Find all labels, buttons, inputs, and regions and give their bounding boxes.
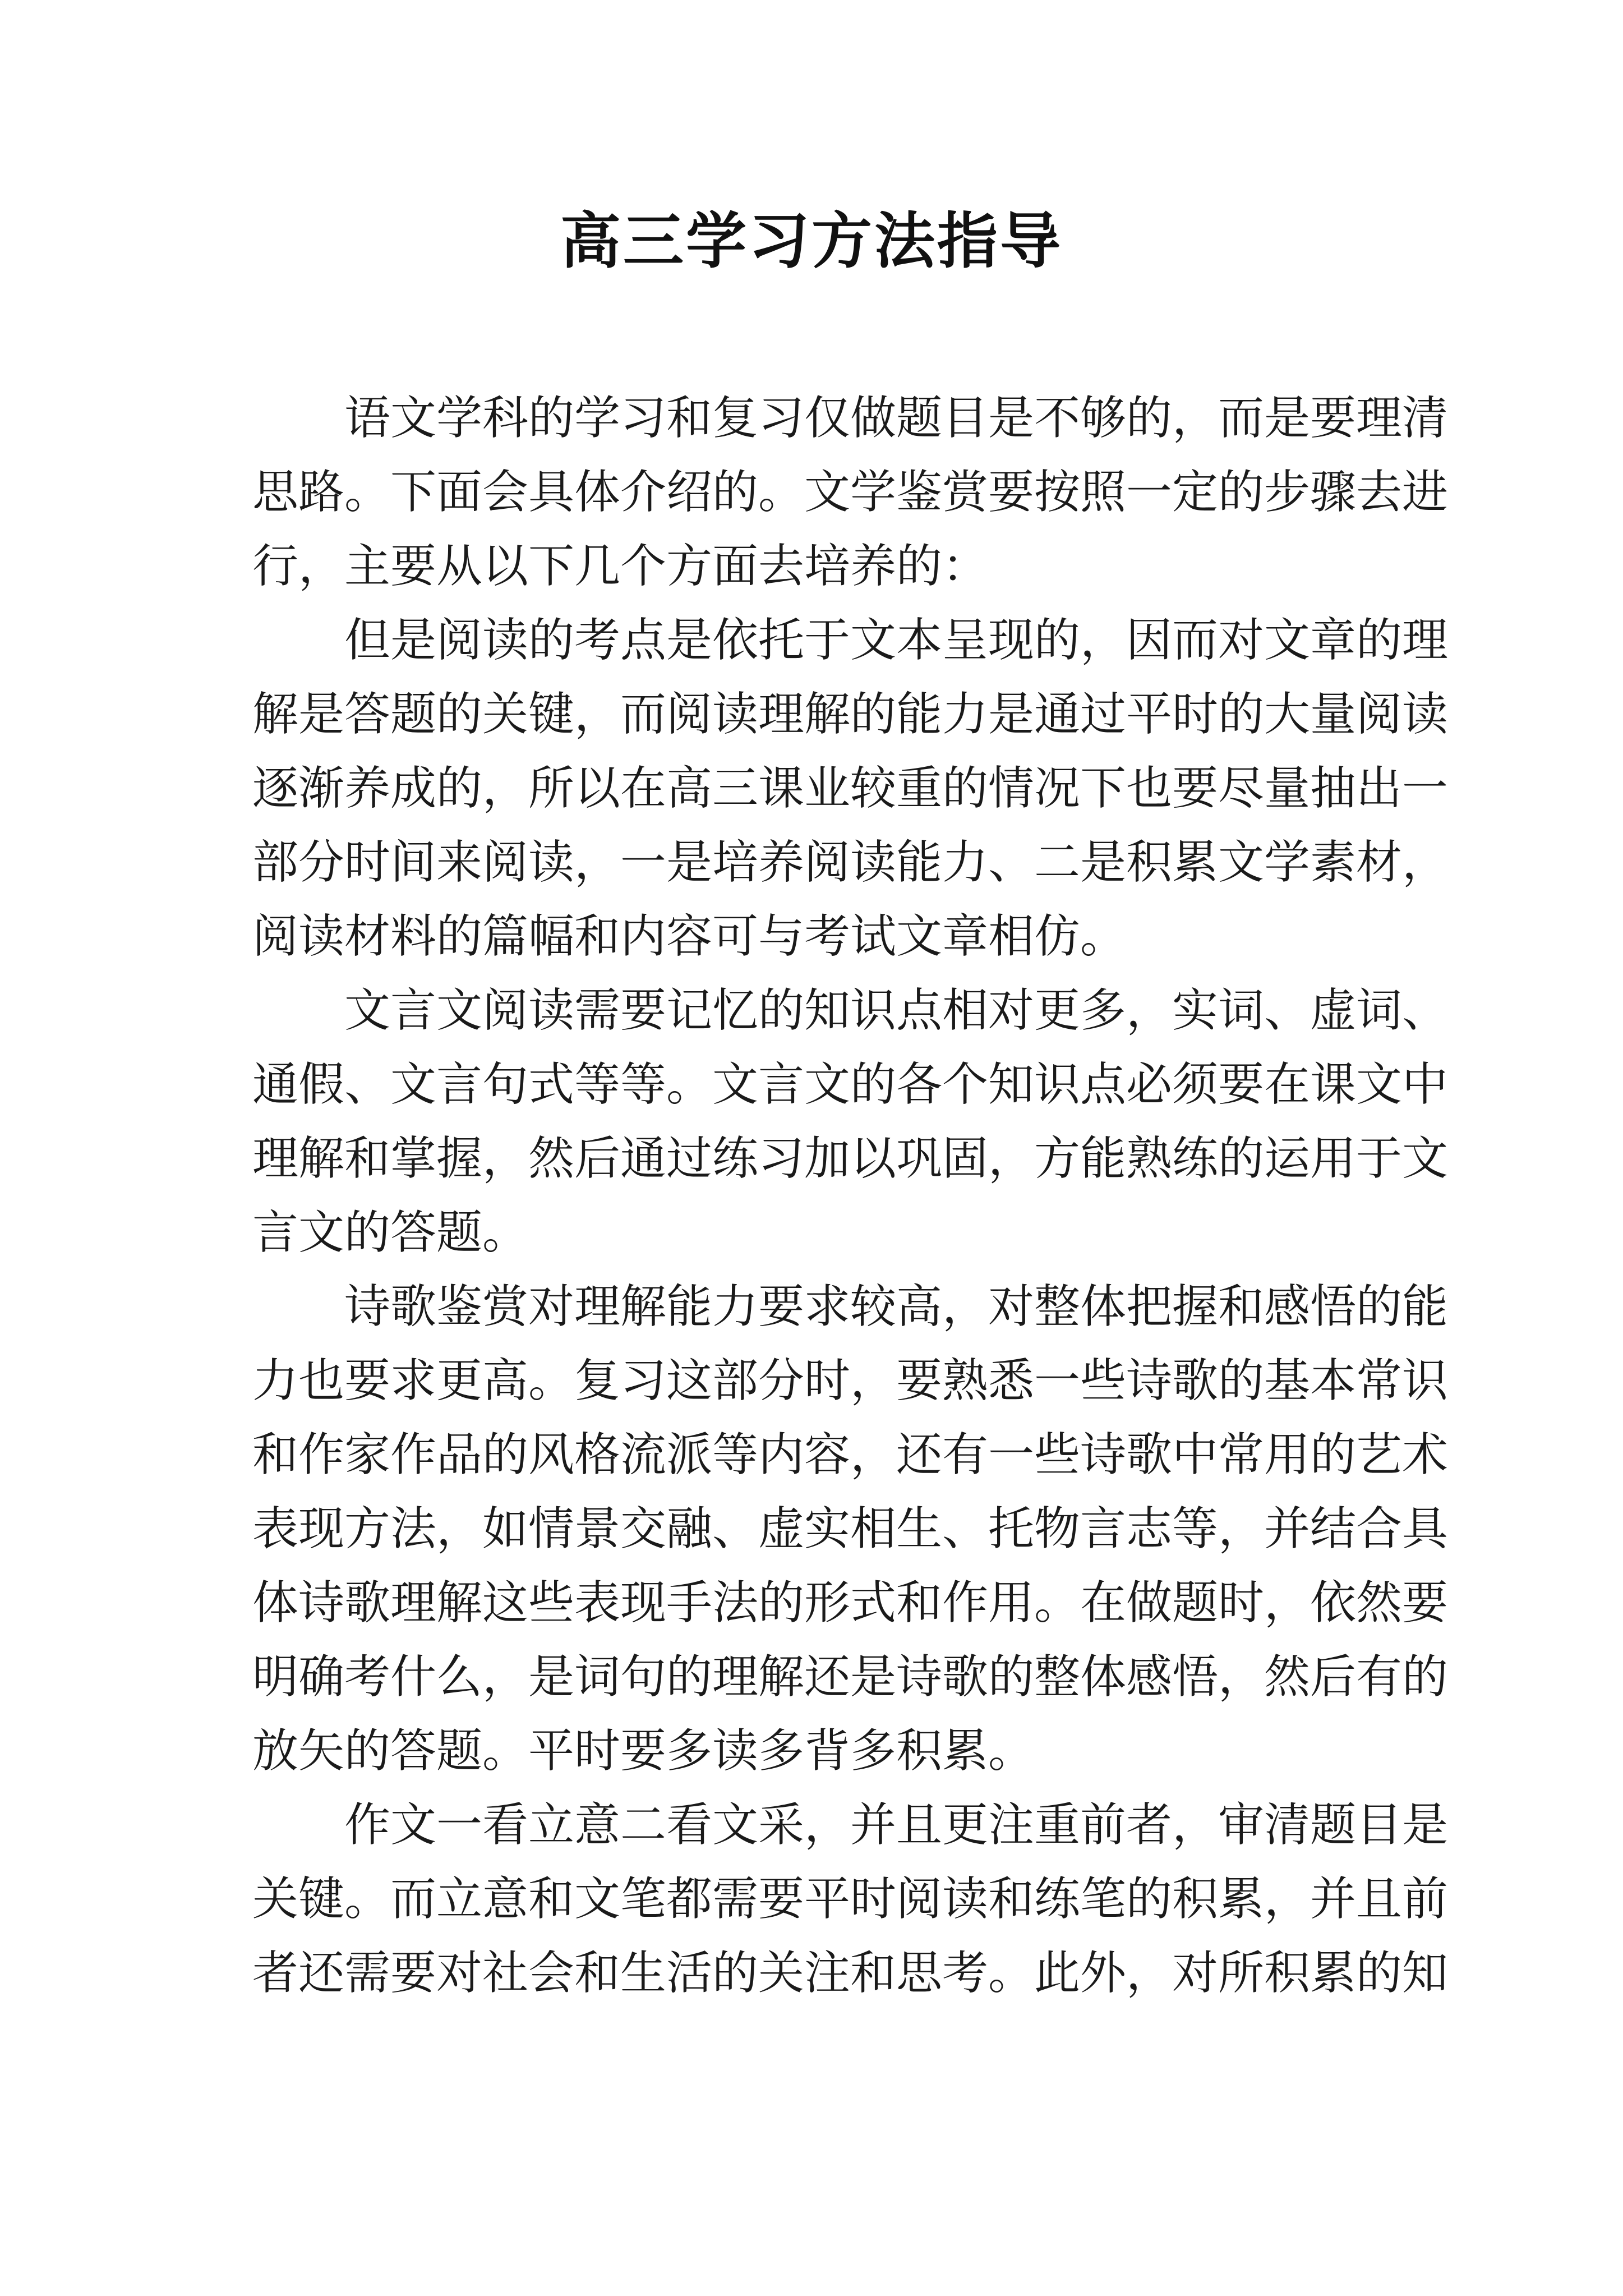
paragraph-2 (252, 604, 1449, 974)
text-line: 放矢的答题。平时要多读多背多积累。 (252, 1724, 1035, 1778)
text-line: 和作家作品的风格流派等内容，还有一些诗歌中常用的艺术 (252, 1428, 1449, 1481)
text-line: 阅读材料的篇幅和内容可与考试文章相仿。 (252, 910, 1127, 963)
text-line: 表现方法，如情景交融、虚实相生、托物言志等，并结合具 (252, 1502, 1449, 1556)
text-line: 明确考什么，是词句的理解还是诗歌的整体感悟，然后有的 (252, 1650, 1449, 1704)
text-line: 解是答题的关键，而阅读理解的能力是通过平时的大量阅读 (252, 688, 1449, 741)
text-line: 理解和掌握，然后通过练习加以巩固，方能熟练的运用于文 (252, 1132, 1449, 1185)
text-line: 思路。下面会具体介绍的。文学鉴赏要按照一定的步骤去进 (252, 466, 1449, 519)
text-line: 文言文阅读需要记忆的知识点相对更多，实词、虚词、 (344, 984, 1449, 1037)
paragraph-4 (252, 1270, 1449, 1788)
text-line: 关键。而立意和文笔都需要平时阅读和练笔的积累，并且前 (252, 1872, 1449, 1926)
text-line: 部分时间来阅读，一是培养阅读能力、二是积累文学素材， (252, 836, 1449, 889)
paragraph-5 (252, 1788, 1449, 2010)
document-title: 高三学习方法指导 (560, 206, 1063, 277)
text-line: 逐渐养成的，所以在高三课业较重的情况下也要尽量抽出一 (252, 762, 1449, 815)
paragraph-3 (252, 974, 1449, 1270)
paragraph-1 (252, 381, 1449, 604)
text-line: 体诗歌理解这些表现手法的形式和作用。在做题时，依然要 (252, 1576, 1449, 1630)
text-line: 但是阅读的考点是依托于文本呈现的，因而对文章的理 (344, 614, 1449, 667)
text-line: 作文一看立意二看文采，并且更注重前者，审清题目是 (344, 1798, 1449, 1852)
text-line: 行，主要从以下几个方面去培养的： (252, 540, 989, 593)
text-line: 力也要求更高。复习这部分时，要熟悉一些诗歌的基本常识 (252, 1354, 1449, 1407)
text-line: 语文学科的学习和复习仅做题目是不够的，而是要理清 (344, 392, 1449, 445)
text-line: 言文的答题。 (252, 1206, 529, 1259)
text-line: 者还需要对社会和生活的关注和思考。此外，对所积累的知 (252, 1947, 1449, 2000)
text-line: 诗歌鉴赏对理解能力要求较高，对整体把握和感悟的能 (344, 1280, 1449, 1333)
document-body (252, 381, 1449, 2010)
text-line: 通假、文言句式等等。文言文的各个知识点必须要在课文中 (252, 1058, 1449, 1111)
